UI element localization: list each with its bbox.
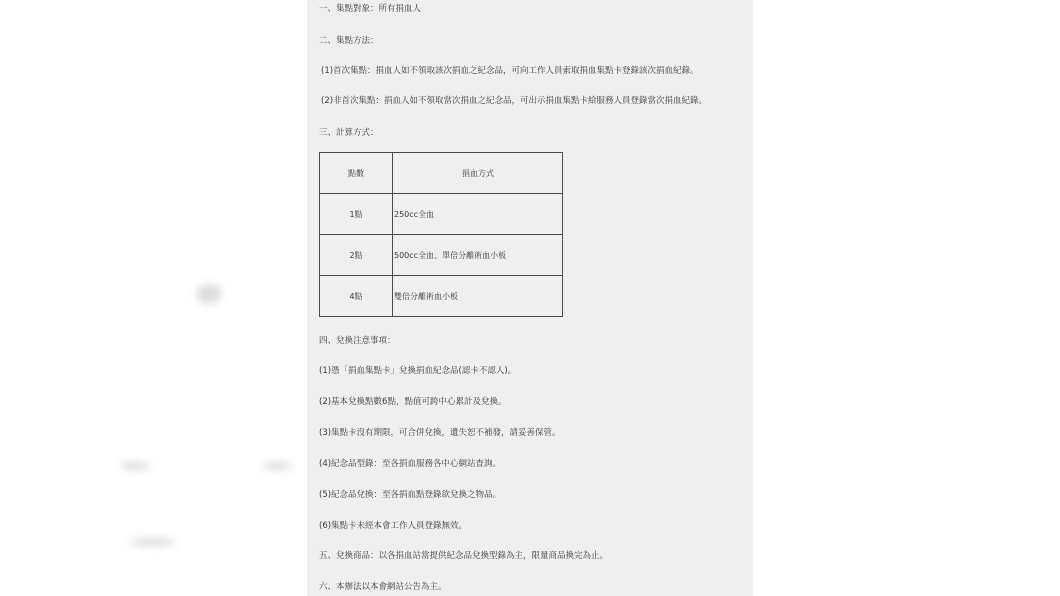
note-1: (1)憑「捐血集點卡」兌換捐血紀念品(認卡不認人)。 [319, 366, 517, 376]
note-5: (5)紀念品兌換：至各捐血點登錄欲兌換之物品。 [319, 490, 502, 500]
section-6-announcement: 六、本辦法以本會網站公告為主。 [319, 582, 447, 592]
note-3: (3)集點卡沒有期限，可合併兌換，遺失恕不補發，請妥善保管。 [319, 428, 561, 438]
document-page [307, 0, 753, 596]
cell-method: 500cc全血、單倍分離術血小板 [393, 235, 563, 276]
header-points: 點數 [320, 153, 393, 194]
section-5-exchange: 五、兌換商品：以各捐血站當提供紀念品兌換型錄為主，限量商品換完為止。 [319, 551, 609, 561]
note-6: (6)集點卡未經本會工作人員登錄無效。 [319, 521, 468, 531]
rule-2-1: (1)首次集點：捐血人如不領取該次捐血之紀念品，可向工作人員索取捐血集點卡登錄該次捐血紀錄。 [321, 66, 699, 76]
cell-points: 4點 [320, 276, 393, 317]
background-blur [130, 538, 176, 546]
background-blur [120, 462, 150, 470]
table-row [320, 276, 563, 317]
section-2-heading: 二、集點方法： [319, 36, 379, 46]
section-3-heading: 三、計算方式： [319, 128, 379, 138]
background-blur [262, 462, 292, 470]
table-row [320, 194, 563, 235]
table-header-row [320, 153, 563, 194]
cell-method: 250cc全血 [393, 194, 563, 235]
header-donation-method: 捐血方式 [393, 153, 563, 194]
background-blur [196, 284, 222, 304]
section-1-target: 一、集點對象：所有捐血人 [319, 4, 422, 14]
cell-method: 雙倍分離術血小板 [393, 276, 563, 317]
cell-points: 1點 [320, 194, 393, 235]
note-4: (4)紀念品型錄：至各捐血服務各中心網站查詢。 [319, 459, 502, 469]
cell-points: 2點 [320, 235, 393, 276]
rule-2-2: (2)非首次集點：捐血人如不領取當次捐血之紀念品，可出示捐血集點卡給服務人員登錄當次捐血紀錄。 [321, 96, 708, 106]
note-2: (2)基本兌換點數6點，點值可跨中心累計及兌換。 [319, 397, 507, 407]
points-table [319, 152, 563, 317]
section-4-heading: 四、兌換注意事項： [319, 336, 396, 346]
table-row [320, 235, 563, 276]
